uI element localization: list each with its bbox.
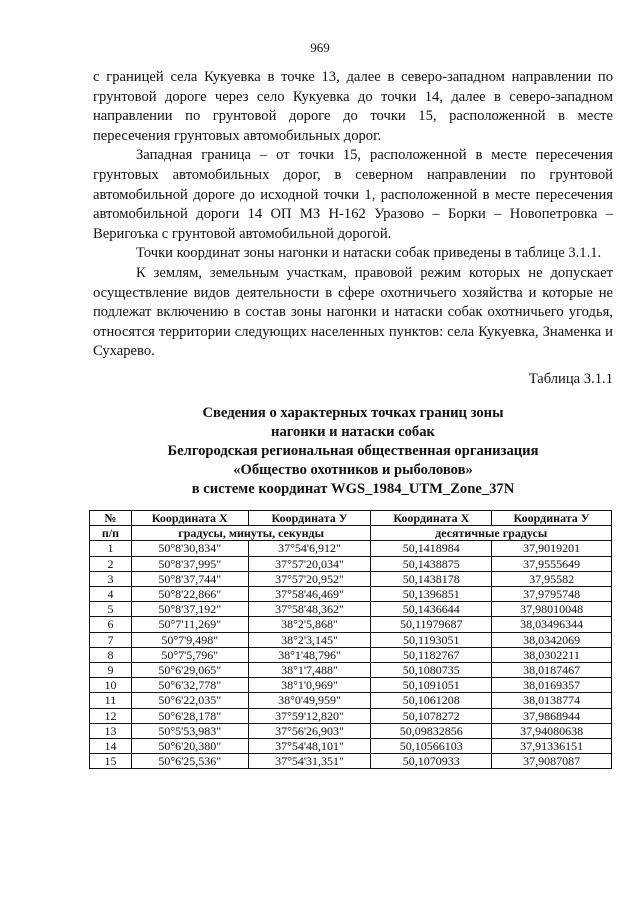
- body-text: [93, 68, 613, 362]
- cell-x-dec: 50,1438875: [371, 556, 492, 571]
- cell-x-dms: 50°8'30,834": [131, 541, 248, 556]
- cell-num: 15: [90, 754, 132, 769]
- cell-x-dec: 50,11979687: [371, 617, 492, 632]
- cell-x-dms: 50°8'22,866": [131, 587, 248, 602]
- cell-x-dms: 50°6'29,065": [131, 663, 248, 678]
- cell-y-dec: 37,9795748: [492, 587, 612, 602]
- cell-num: 11: [90, 693, 132, 708]
- table-row: [90, 647, 612, 662]
- cell-y-dms: 37°54'31,351": [248, 754, 371, 769]
- table-row: [90, 693, 612, 708]
- cell-y-dec: 38,03496344: [492, 617, 612, 632]
- table-header-row: [90, 511, 612, 526]
- cell-num: 7: [90, 632, 132, 647]
- cell-y-dms: 38°0'49,959": [248, 693, 371, 708]
- cell-y-dms: 38°1'0,969": [248, 678, 371, 693]
- cell-y-dec: 37,95582: [492, 571, 612, 586]
- table-row: [90, 541, 612, 556]
- title-line: Белгородская региональная общественная организация: [167, 443, 539, 459]
- cell-y-dms: 38°2'3,145": [248, 632, 371, 647]
- cell-num: 10: [90, 678, 132, 693]
- cell-x-dec: 50,1436644: [371, 602, 492, 617]
- cell-x-dms: 50°6'28,178": [131, 708, 248, 723]
- cell-num: 3: [90, 571, 132, 586]
- cell-y-dms: 37°56'26,903": [248, 723, 371, 738]
- cell-x-dms: 50°6'20,380": [131, 739, 248, 754]
- paragraph: Точки координат зоны нагонки и натаски собак приведены в таблице 3.1.1.: [136, 245, 602, 262]
- cell-x-dms: 50°7'9,498": [131, 632, 248, 647]
- table-label: Таблица 3.1.1: [528, 371, 613, 387]
- cell-num: 12: [90, 708, 132, 723]
- cell-num: 9: [90, 663, 132, 678]
- header-x-dec: Координата Х: [371, 511, 492, 526]
- cell-x-dms: 50°7'5,796": [131, 647, 248, 662]
- page-number: 969: [310, 40, 330, 55]
- table-row: [90, 556, 612, 571]
- cell-num: 2: [90, 556, 132, 571]
- cell-y-dec: 38,0302211: [492, 647, 612, 662]
- cell-y-dec: 37,9555649: [492, 556, 612, 571]
- header-x-dms: Координата Х: [131, 511, 248, 526]
- cell-x-dms: 50°6'22,035": [131, 693, 248, 708]
- table-row: [90, 587, 612, 602]
- table-row: [90, 723, 612, 738]
- cell-x-dms: 50°6'25,536": [131, 754, 248, 769]
- cell-num: 5: [90, 602, 132, 617]
- cell-y-dec: 37,98010048: [492, 602, 612, 617]
- cell-num: 14: [90, 739, 132, 754]
- cell-y-dms: 38°1'48,796": [248, 647, 371, 662]
- cell-x-dec: 50,1080735: [371, 663, 492, 678]
- cell-y-dms: 37°54'48,101": [248, 739, 371, 754]
- table-row: [90, 571, 612, 586]
- cell-x-dec: 50,1078272: [371, 708, 492, 723]
- paragraph: с границей села Кукуевка в точке 13, далее в северо-западном направлении по грунтовой дороге через село Кукуевка до точки 14, далее в северо-западном направлении по грунтовой дороге до точки 15, расположенной в месте пересечения грунтовых автомобильных дорог.: [93, 69, 613, 144]
- cell-x-dec: 50,09832856: [371, 723, 492, 738]
- cell-x-dms: 50°8'37,192": [131, 602, 248, 617]
- cell-x-dec: 50,1418984: [371, 541, 492, 556]
- cell-x-dec: 50,1193051: [371, 632, 492, 647]
- cell-y-dms: 37°58'48,362": [248, 602, 371, 617]
- cell-x-dms: 50°8'37,995": [131, 556, 248, 571]
- title-line: в системе координат WGS_1984_UTM_Zone_37N: [191, 481, 515, 497]
- table-row: [90, 708, 612, 723]
- header-num-sub: п/п: [90, 526, 132, 541]
- header-num: №: [90, 511, 132, 526]
- cell-y-dms: 37°58'46,469": [248, 587, 371, 602]
- cell-y-dec: 38,0138774: [492, 693, 612, 708]
- cell-num: 13: [90, 723, 132, 738]
- cell-y-dec: 37,9087087: [492, 754, 612, 769]
- cell-y-dec: 37,91336151: [492, 739, 612, 754]
- cell-x-dec: 50,1182767: [371, 647, 492, 662]
- cell-y-dec: 37,9019201: [492, 541, 612, 556]
- header-y-dec: Координата У: [492, 511, 612, 526]
- cell-num: 8: [90, 647, 132, 662]
- title-line: Сведения о характерных точках границ зоны: [202, 405, 504, 421]
- cell-x-dms: 50°8'37,744": [131, 571, 248, 586]
- header-y-dms: Координата У: [248, 511, 371, 526]
- title-line: «Общество охотников и рыболовов»: [233, 462, 473, 478]
- table-row: [90, 754, 612, 769]
- cell-x-dms: 50°7'11,269": [131, 617, 248, 632]
- cell-y-dms: 37°59'12,820": [248, 708, 371, 723]
- cell-y-dec: 37,94080638: [492, 723, 612, 738]
- title-line: нагонки и натаски собак: [271, 424, 435, 440]
- cell-y-dms: 38°2'5,868": [248, 617, 371, 632]
- cell-x-dms: 50°6'32,778": [131, 678, 248, 693]
- cell-y-dec: 38,0187467: [492, 663, 612, 678]
- cell-x-dec: 50,10566103: [371, 739, 492, 754]
- table-title: [93, 404, 613, 499]
- cell-x-dec: 50,1091051: [371, 678, 492, 693]
- paragraph: Западная граница – от точки 15, расположенной в месте пересечения грунтовых автомобильных дорог, в северном направлении по грунтовой автомобильной дороге до исходной точки 1, расположенной в месте пересечения автомобильной дороги 14 ОП МЗ Н-162 Уразово – Борки – Новопетровка – Веригоъка с грунтовой автомобильной дорогой.: [93, 147, 613, 242]
- coordinates-table: [89, 510, 612, 769]
- table-row: [90, 632, 612, 647]
- table-row: [90, 678, 612, 693]
- table-units-row: [90, 526, 612, 541]
- cell-y-dms: 37°54'6,912": [248, 541, 371, 556]
- cell-x-dms: 50°5'53,983": [131, 723, 248, 738]
- cell-num: 1: [90, 541, 132, 556]
- cell-y-dms: 38°1'7,488": [248, 663, 371, 678]
- cell-x-dec: 50,1438178: [371, 571, 492, 586]
- table-row: [90, 739, 612, 754]
- cell-y-dms: 37°57'20,034": [248, 556, 371, 571]
- table-row: [90, 663, 612, 678]
- cell-y-dec: 38,0342069: [492, 632, 612, 647]
- header-dms-units: градусы, минуты, секунды: [131, 526, 371, 541]
- cell-x-dec: 50,1070933: [371, 754, 492, 769]
- header-dec-units: десятичные градусы: [371, 526, 612, 541]
- cell-y-dms: 37°57'20,952": [248, 571, 371, 586]
- cell-y-dec: 37,9868944: [492, 708, 612, 723]
- cell-x-dec: 50,1396851: [371, 587, 492, 602]
- paragraph: К землям, земельным участкам, правовой режим которых не допускает осуществление видов деятельности в сфере охотничьего хозяйства и которые не подлежат включению в состав зоны нагонки и натаски собак охотничьего угодья, относятся территории следующих населенных пунктов: села Кукуевка, Знаменка и Сухарево.: [93, 264, 613, 360]
- cell-y-dec: 38,0169357: [492, 678, 612, 693]
- cell-num: 4: [90, 587, 132, 602]
- cell-num: 6: [90, 617, 132, 632]
- table-row: [90, 617, 612, 632]
- table-row: [90, 602, 612, 617]
- table-body: [90, 541, 612, 769]
- cell-x-dec: 50,1061208: [371, 693, 492, 708]
